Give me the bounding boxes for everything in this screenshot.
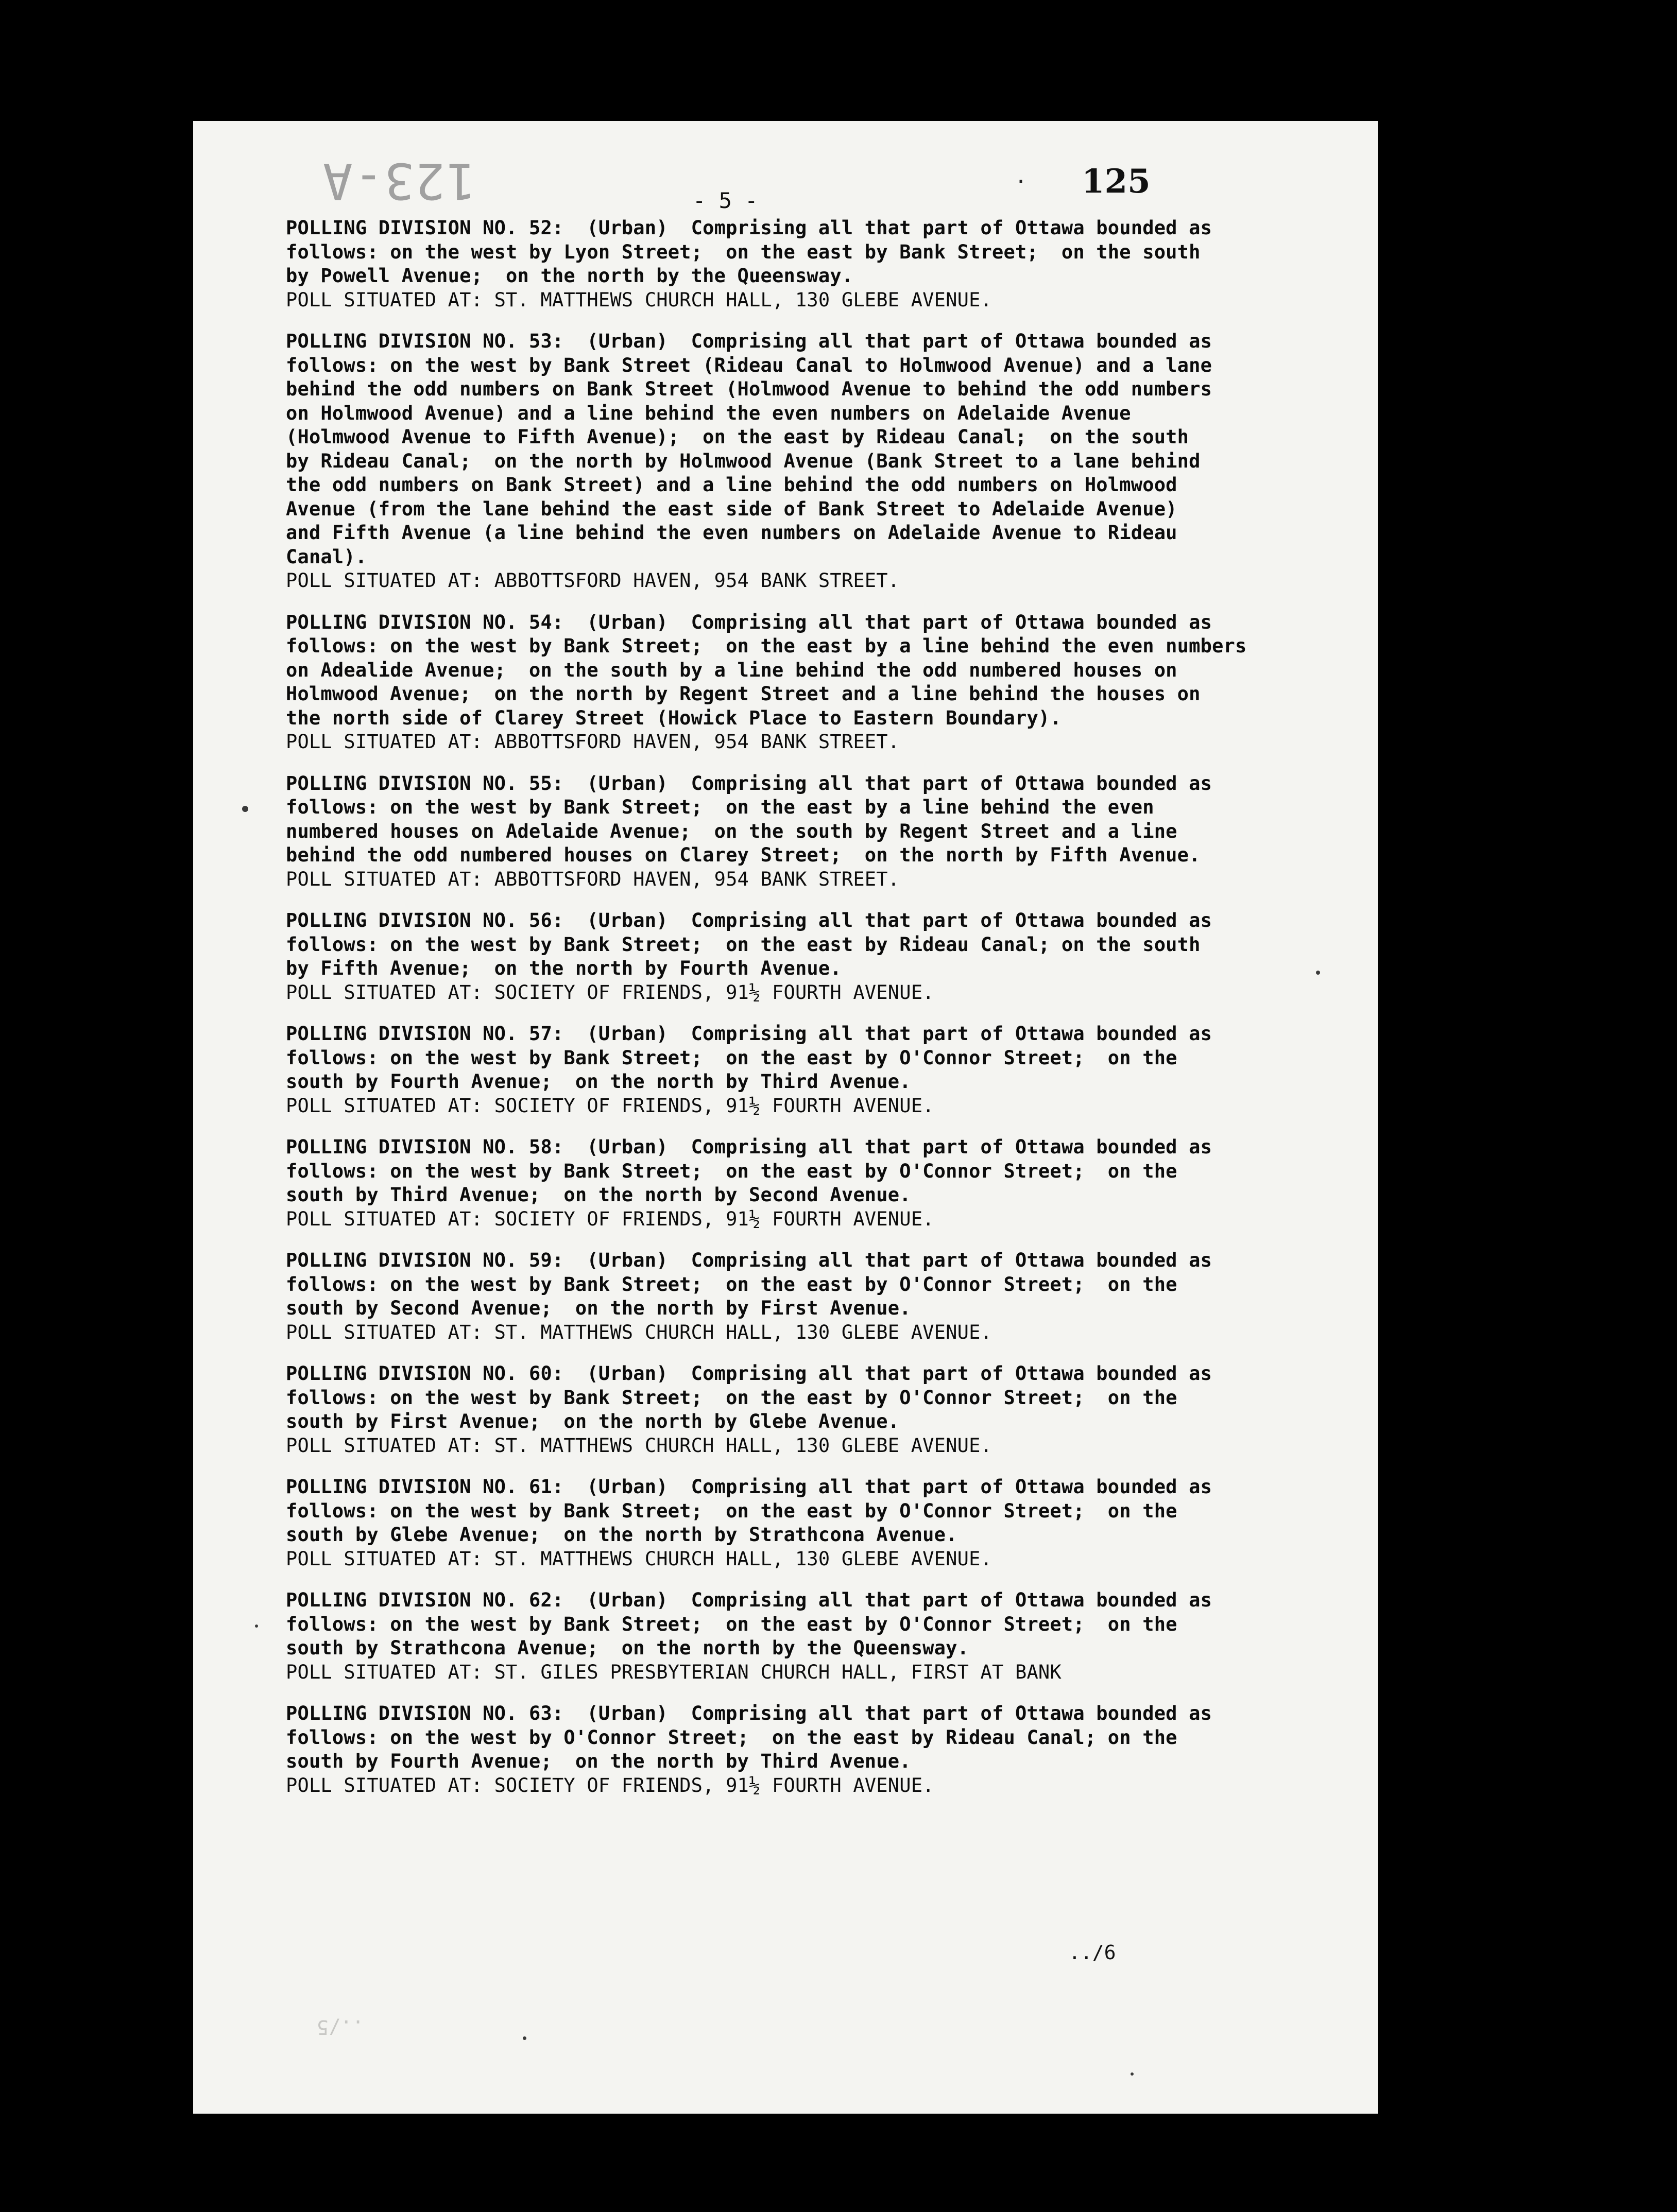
- entry-line: follows: on the west by Bank Street; on the east by O'Connor Street; on the: [286, 1160, 1177, 1182]
- scan-speck: [1131, 2072, 1134, 2076]
- polling-division-54: [286, 611, 1342, 754]
- entry-line: south by Fourth Avenue; on the north by Third Avenue.: [286, 1750, 911, 1772]
- entry-line: follows: on the west by Bank Street; on the east by O'Connor Street; on the: [286, 1046, 1177, 1069]
- entry-line: POLLING DIVISION NO. 61: (Urban) Comprising all that part of Ottawa bounded as: [286, 1476, 1212, 1498]
- entry-line: south by Strathcona Avenue; on the north by the Queensway.: [286, 1637, 969, 1659]
- entry-line: by Fifth Avenue; on the north by Fourth Avenue.: [286, 957, 842, 979]
- entry-line: POLLING DIVISION NO. 60: (Urban) Comprising all that part of Ottawa bounded as: [286, 1362, 1212, 1385]
- continuation-marker: ../6: [1069, 1941, 1116, 1964]
- handwritten-page-number: 123-A: [322, 152, 476, 210]
- entry-line: south by First Avenue; on the north by Glebe Avenue.: [286, 1410, 900, 1432]
- entry-line: follows: on the west by Bank Street; on the east by a line behind the even: [286, 796, 1154, 818]
- poll-location: POLL SITUATED AT: SOCIETY OF FRIENDS, 91½ FOURTH AVENUE.: [286, 1094, 934, 1117]
- entry-line: on Holmwood Avenue) and a line behind the even numbers on Adelaide Avenue: [286, 402, 1131, 424]
- entry-line: south by Second Avenue; on the north by First Avenue.: [286, 1297, 911, 1319]
- entry-line: by Rideau Canal; on the north by Holmwood Avenue (Bank Street to a lane behind: [286, 450, 1201, 472]
- entry-line: behind the odd numbered houses on Clarey Street; on the north by Fifth Avenue.: [286, 844, 1201, 866]
- polling-division-62: [286, 1588, 1342, 1684]
- entry-line: POLLING DIVISION NO. 57: (Urban) Comprising all that part of Ottawa bounded as: [286, 1023, 1212, 1045]
- entry-line: follows: on the west by Lyon Street; on the east by Bank Street; on the south: [286, 240, 1201, 263]
- poll-location: POLL SITUATED AT: ABBOTTSFORD HAVEN, 954 BANK STREET.: [286, 569, 900, 592]
- polling-division-61: [286, 1475, 1342, 1571]
- margin-tick: ·: [1015, 170, 1028, 194]
- entry-line: POLLING DIVISION NO. 53: (Urban) Comprising all that part of Ottawa bounded as: [286, 330, 1212, 352]
- entry-line: POLLING DIVISION NO. 55: (Urban) Comprising all that part of Ottawa bounded as: [286, 772, 1212, 794]
- entry-line: on Adealide Avenue; on the south by a line behind the odd numbered houses on: [286, 659, 1177, 681]
- entry-line: POLLING DIVISION NO. 56: (Urban) Comprising all that part of Ottawa bounded as: [286, 909, 1212, 931]
- scan-speck: [1316, 971, 1320, 975]
- entry-line: POLLING DIVISION NO. 59: (Urban) Comprising all that part of Ottawa bounded as: [286, 1249, 1212, 1271]
- entry-line: by Powell Avenue; on the north by the Queensway.: [286, 265, 853, 287]
- scan-speck: [242, 806, 248, 812]
- entry-line: POLLING DIVISION NO. 52: (Urban) Comprising all that part of Ottawa bounded as: [286, 217, 1212, 239]
- entry-line: follows: on the west by O'Connor Street; on the east by Rideau Canal; on the: [286, 1726, 1177, 1749]
- entry-line: POLLING DIVISION NO. 58: (Urban) Comprising all that part of Ottawa bounded as: [286, 1136, 1212, 1158]
- polling-division-59: [286, 1249, 1342, 1344]
- entry-line: follows: on the west by Bank Street; on the east by O'Connor Street; on the: [286, 1499, 1177, 1522]
- entry-line: Holmwood Avenue; on the north by Regent Street and a line behind the houses on: [286, 683, 1201, 705]
- poll-location: POLL SITUATED AT: ABBOTTSFORD HAVEN, 954 BANK STREET.: [286, 731, 900, 753]
- entry-line: follows: on the west by Bank Street; on the east by O'Connor Street; on the: [286, 1386, 1177, 1409]
- entry-line: follows: on the west by Bank Street (Rideau Canal to Holmwood Avenue) and a lane: [286, 354, 1212, 376]
- entry-line: Avenue (from the lane behind the east side of Bank Street to Adelaide Avenue): [286, 497, 1177, 520]
- entry-line: POLLING DIVISION NO. 62: (Urban) Comprising all that part of Ottawa bounded as: [286, 1589, 1212, 1611]
- entry-line: follows: on the west by Bank Street; on the east by O'Connor Street; on the: [286, 1613, 1177, 1635]
- entry-line: south by Third Avenue; on the north by Second Avenue.: [286, 1184, 911, 1206]
- entry-line: numbered houses on Adelaide Avenue; on the south by Regent Street and a line: [286, 820, 1177, 842]
- entry-line: south by Glebe Avenue; on the north by Strathcona Avenue.: [286, 1524, 957, 1546]
- poll-location: POLL SITUATED AT: ST. MATTHEWS CHURCH HALL, 130 GLEBE AVENUE.: [286, 1434, 992, 1457]
- polling-division-56: [286, 909, 1342, 1005]
- entry-line: follows: on the west by Bank Street; on the east by Rideau Canal; on the south: [286, 933, 1201, 956]
- poll-location: POLL SITUATED AT: ST. MATTHEWS CHURCH HALL, 130 GLEBE AVENUE.: [286, 1547, 992, 1570]
- scan-speck: [523, 2036, 526, 2040]
- polling-division-57: [286, 1022, 1342, 1118]
- poll-location: POLL SITUATED AT: SOCIETY OF FRIENDS, 91½ FOURTH AVENUE.: [286, 1207, 934, 1230]
- entry-line: POLLING DIVISION NO. 63: (Urban) Comprising all that part of Ottawa bounded as: [286, 1702, 1212, 1724]
- document-page: [193, 121, 1378, 2114]
- folio-number: 125: [1082, 162, 1151, 201]
- page-marker: - 5 -: [693, 188, 758, 213]
- scan-speck: [255, 1625, 258, 1628]
- entry-line: (Holmwood Avenue to Fifth Avenue); on the east by Rideau Canal; on the south: [286, 426, 1189, 448]
- poll-location: POLL SITUATED AT: ST. MATTHEWS CHURCH HALL, 130 GLEBE AVENUE.: [286, 1321, 992, 1343]
- poll-location: POLL SITUATED AT: SOCIETY OF FRIENDS, 91½ FOURTH AVENUE.: [286, 981, 934, 1004]
- entry-line: and Fifth Avenue (a line behind the even numbers on Adelaide Avenue to Rideau: [286, 522, 1177, 544]
- poll-location: POLL SITUATED AT: ST. GILES PRESBYTERIAN CHURCH HALL, FIRST AT BANK: [286, 1661, 1062, 1683]
- bleed-through-marker: ../5: [317, 2016, 364, 2038]
- poll-location: POLL SITUATED AT: SOCIETY OF FRIENDS, 91½ FOURTH AVENUE.: [286, 1774, 934, 1796]
- polling-division-list: [286, 216, 1342, 1815]
- polling-division-52: [286, 216, 1342, 312]
- poll-location: POLL SITUATED AT: ST. MATTHEWS CHURCH HALL, 130 GLEBE AVENUE.: [286, 288, 992, 311]
- entry-line: the odd numbers on Bank Street) and a line behind the odd numbers on Holmwood: [286, 474, 1177, 496]
- entry-line: south by Fourth Avenue; on the north by Third Avenue.: [286, 1070, 911, 1093]
- polling-division-58: [286, 1135, 1342, 1231]
- polling-division-63: [286, 1702, 1342, 1798]
- entry-line: behind the odd numbers on Bank Street (Holmwood Avenue to behind the odd numbers: [286, 378, 1212, 400]
- entry-line: follows: on the west by Bank Street; on the east by O'Connor Street; on the: [286, 1273, 1177, 1295]
- entry-line: follows: on the west by Bank Street; on the east by a line behind the even numbers: [286, 635, 1247, 657]
- entry-line: the north side of Clarey Street (Howick Place to Eastern Boundary).: [286, 706, 1062, 729]
- poll-location: POLL SITUATED AT: ABBOTTSFORD HAVEN, 954 BANK STREET.: [286, 868, 900, 890]
- entry-line: Canal).: [286, 545, 367, 568]
- polling-division-60: [286, 1362, 1342, 1458]
- entry-line: POLLING DIVISION NO. 54: (Urban) Comprising all that part of Ottawa bounded as: [286, 611, 1212, 633]
- polling-division-53: [286, 330, 1342, 593]
- polling-division-55: [286, 772, 1342, 892]
